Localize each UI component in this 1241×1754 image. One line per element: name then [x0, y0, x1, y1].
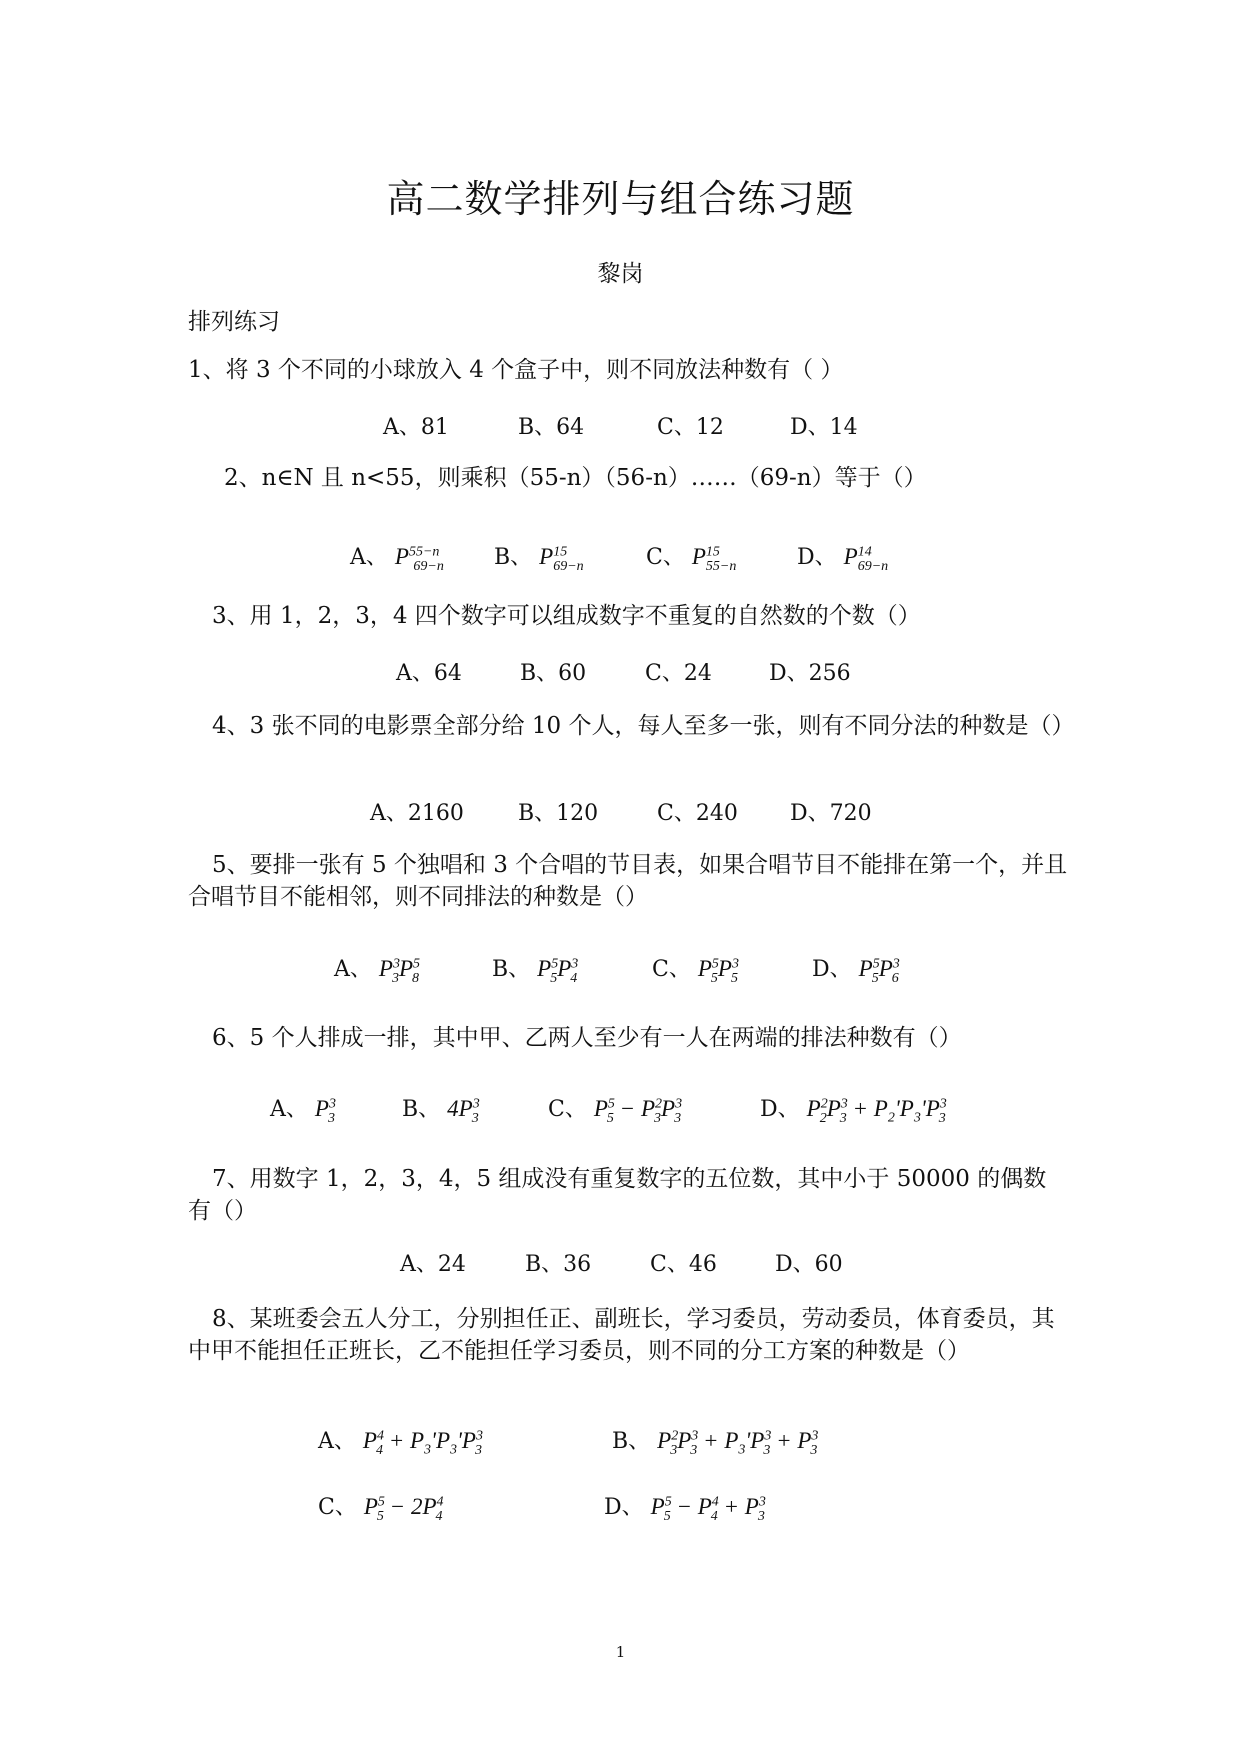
q8-option-a-label: A、	[318, 1429, 356, 1454]
q6-formula-a: $P^3_3$	[314, 1096, 336, 1126]
q6-option-c	[548, 1092, 681, 1127]
q5-option-c-label: C、	[652, 957, 691, 982]
q7-option-b: B、36	[525, 1252, 592, 1277]
q2-option-c	[646, 540, 736, 575]
q5-option-b	[492, 952, 577, 987]
q3-option-a: A、64	[396, 661, 462, 686]
question-1: 1、将 3 个不同的小球放入 4 个盒子中，则不同放法种数有（ ）	[188, 357, 844, 383]
q3-option-c: C、24	[645, 661, 712, 686]
q2-option-c-label: C、	[646, 545, 685, 570]
q2-option-b	[494, 540, 584, 575]
q6-option-a	[270, 1092, 335, 1127]
q8-option-d	[604, 1490, 765, 1525]
page-number: 1	[615, 1643, 626, 1661]
question-4: 4、3 张不同的电影票全部分给 10 个人，每人至多一张，则有不同分法的种数是（）	[212, 713, 1075, 739]
q6-option-a-label: A、	[270, 1097, 308, 1122]
q2-formula-a: $P^{55-n}_{69-n}$	[394, 544, 444, 574]
question-7: 7、用数字 1，2，3，4，5 组成没有重复数字的五位数，其中小于 50000 的偶数有（）	[188, 1166, 1047, 1224]
q2-option-a	[350, 540, 444, 575]
q5-option-d-label: D、	[812, 957, 852, 982]
q6-formula-c: $P^5_5 - P^2_3P^3_3$	[593, 1096, 683, 1126]
q8-option-b	[612, 1424, 817, 1459]
q6-option-b	[402, 1092, 479, 1127]
q8-formula-d: $P^5_5 - P^4_4 + P^3_3$	[650, 1494, 766, 1524]
q1-option-c: C、12	[657, 415, 724, 440]
q3-option-b: B、60	[520, 661, 587, 686]
q8-formula-c: $P^5_5 - 2P^4_4$	[363, 1494, 444, 1524]
q1-option-d: D、14	[790, 415, 858, 440]
q6-option-b-label: B、	[402, 1097, 441, 1122]
q8-option-a	[318, 1424, 482, 1459]
q2-option-d	[797, 540, 888, 575]
q3-option-d: D、256	[769, 661, 851, 686]
q8-option-b-label: B、	[612, 1429, 651, 1454]
question-6: 6、5 个人排成一排，其中甲、乙两人至少有一人在两端的排法种数有（）	[212, 1025, 962, 1051]
q7-option-d: D、60	[775, 1252, 843, 1277]
q2-formula-d: $P^{14}_{69-n}$	[843, 544, 889, 574]
q4-option-d: D、720	[790, 801, 872, 826]
q5-option-d	[812, 952, 899, 987]
q6-formula-b: $4P^3_3$	[447, 1096, 480, 1126]
q5-formula-b: $P^5_5P^3_4$	[537, 956, 579, 986]
q6-formula-d: $P^2_2P^3_3 + P_2'P_3'P^3_3$	[806, 1096, 947, 1126]
question-8: 8、某班委会五人分工，分别担任正、副班长，学习委员，劳动委员，体育委员，其中甲不能担任正班长，乙不能担任学习委员，则不同的分工方案的种数是（）	[188, 1306, 1055, 1364]
q5-option-a	[334, 952, 419, 987]
q8-option-c-label: C、	[318, 1495, 357, 1520]
q2-formula-c: $P^{15}_{55-n}$	[691, 544, 737, 574]
page-title: 高二数学排列与组合练习题	[386, 177, 855, 221]
q8-formula-b: $P^2_3P^3_3 + P_3'P^3_3 + P^3_3$	[657, 1428, 819, 1458]
q5-option-c	[652, 952, 738, 987]
question-5: 5、要排一张有 5 个独唱和 3 个合唱的节目表，如果合唱节目不能排在第一个，并且合唱节目不能相邻，则不同排法的种数是（）	[188, 852, 1068, 910]
q1-option-a: A、81	[383, 415, 449, 440]
q7-option-a: A、24	[400, 1252, 466, 1277]
q6-option-d-label: D、	[760, 1097, 800, 1122]
q2-option-b-label: B、	[494, 545, 533, 570]
q5-formula-d: $P^5_5P^3_6$	[858, 956, 900, 986]
section-heading: 排列练习	[188, 309, 280, 335]
q5-option-a-label: A、	[334, 957, 372, 982]
q6-option-c-label: C、	[548, 1097, 587, 1122]
q5-option-b-label: B、	[492, 957, 531, 982]
q2-option-a-label: A、	[350, 545, 388, 570]
q5-formula-a: $P^3_3P^5_8$	[378, 956, 421, 986]
question-2: 2、n∈N 且 n<55，则乘积（55-n）（56-n）……（69-n）等于（）	[224, 465, 927, 491]
author: 黎岗	[597, 261, 644, 287]
q4-option-c: C、240	[657, 801, 738, 826]
q4-option-a: A、2160	[370, 801, 464, 826]
q8-option-c	[318, 1490, 443, 1525]
q4-option-b: B、120	[518, 801, 599, 826]
q7-option-c: C、46	[650, 1252, 717, 1277]
q5-formula-c: $P^5_5P^3_5$	[697, 956, 739, 986]
q6-option-d	[760, 1092, 946, 1127]
q1-option-b: B、64	[518, 415, 585, 440]
q8-option-d-label: D、	[604, 1495, 644, 1520]
q2-option-d-label: D、	[797, 545, 837, 570]
question-3: 3、用 1，2，3，4 四个数字可以组成数字不重复的自然数的个数（）	[212, 603, 921, 629]
q2-formula-b: $P^{15}_{69-n}$	[539, 544, 584, 574]
q8-formula-a: $P^4_4 + P_3'P_3'P^3_3$	[362, 1428, 483, 1458]
